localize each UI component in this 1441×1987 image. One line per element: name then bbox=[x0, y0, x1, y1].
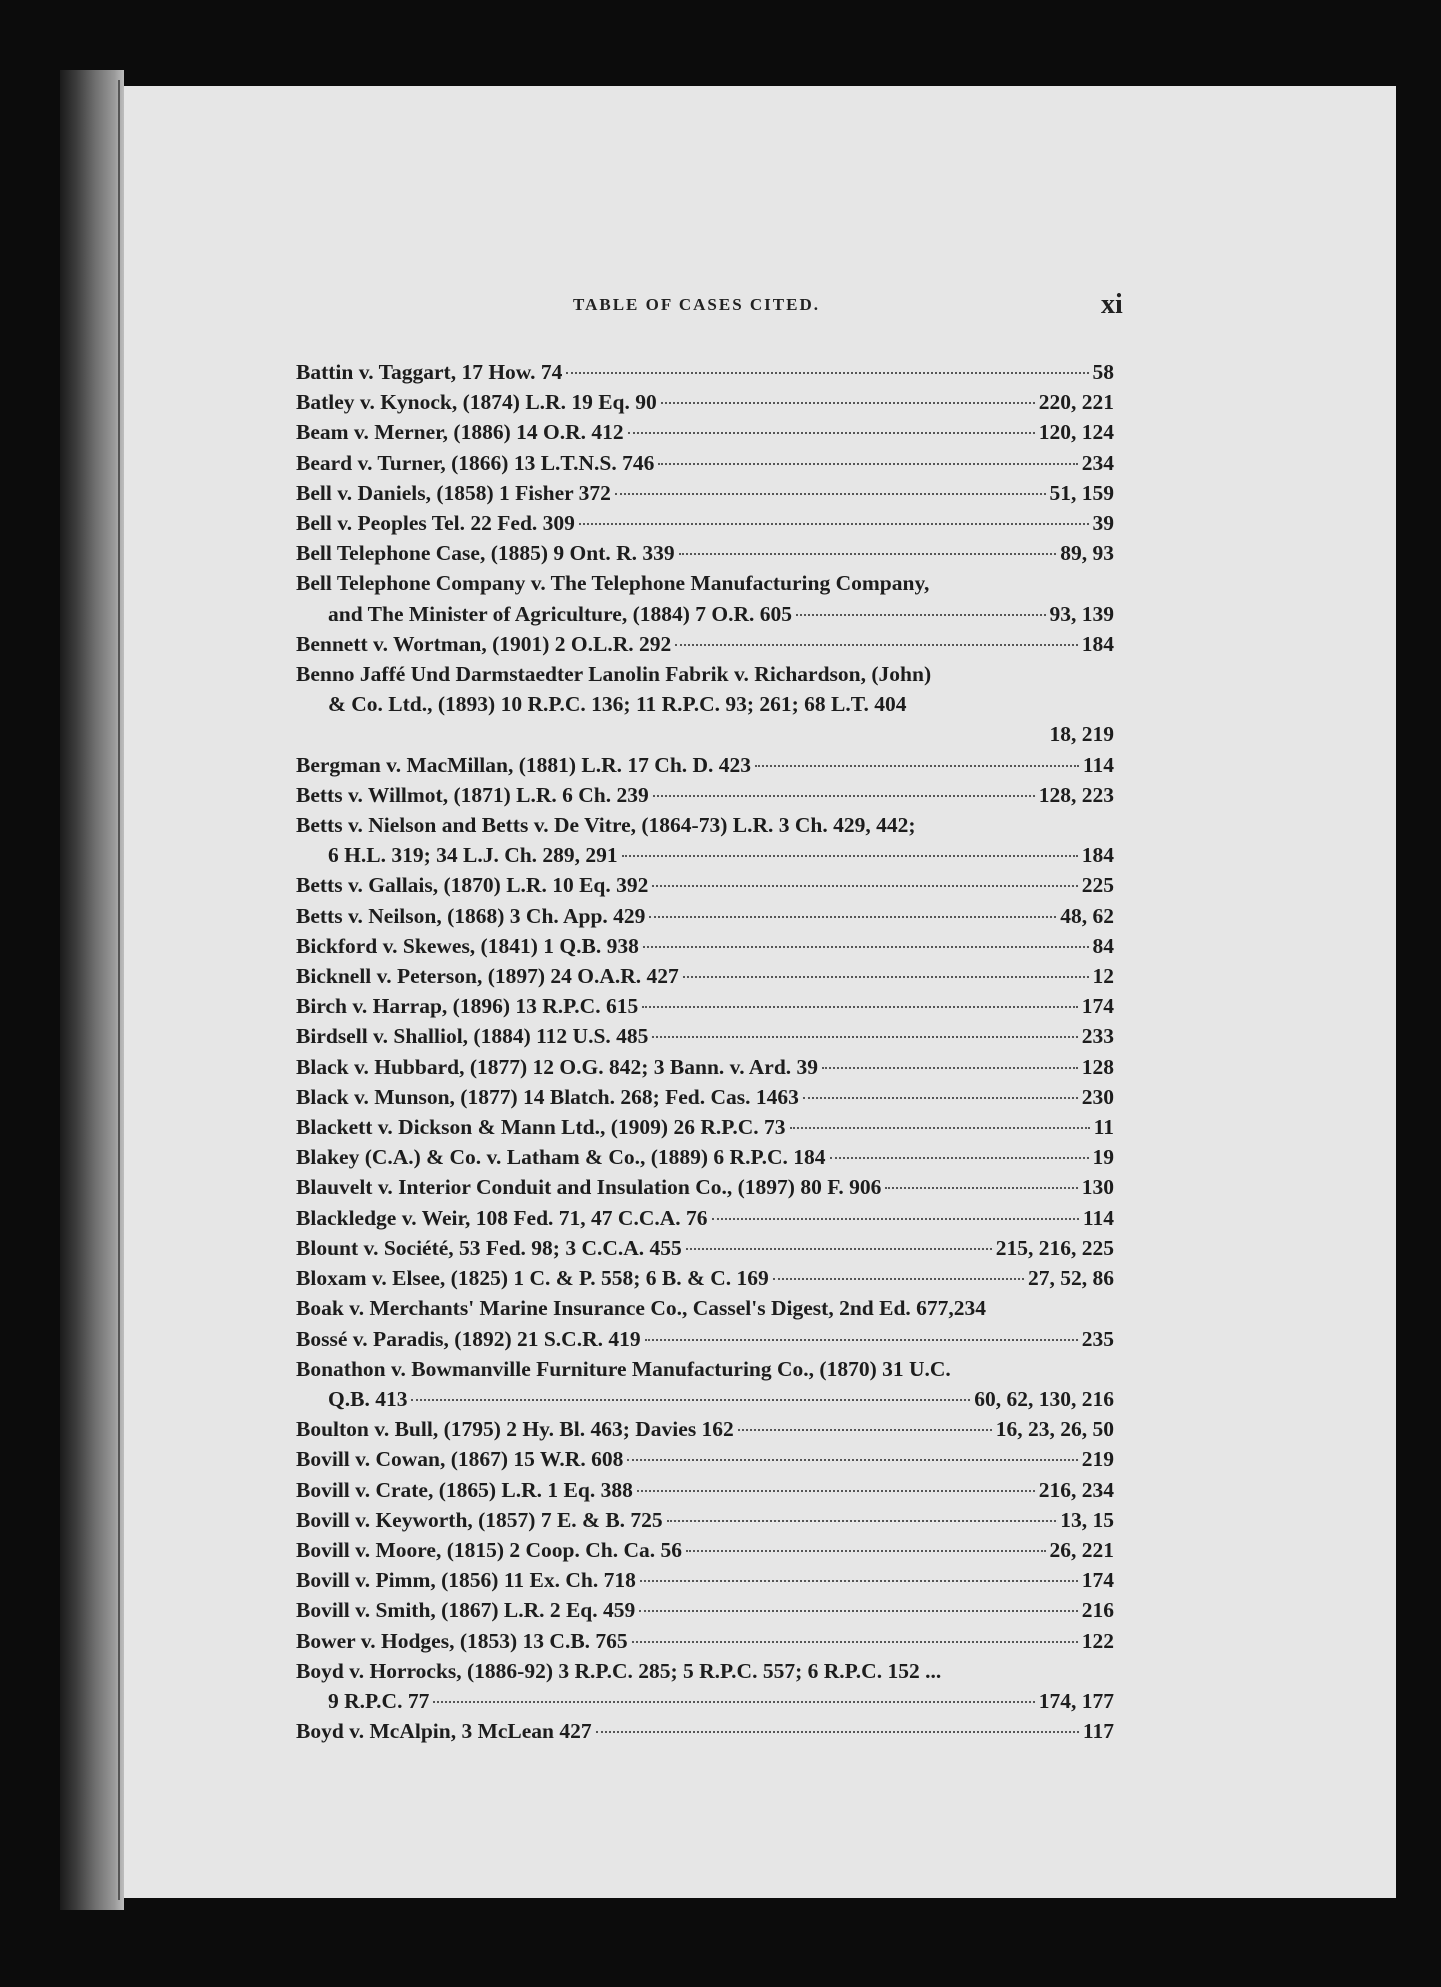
case-entry bbox=[296, 1203, 1114, 1233]
page-references: 13, 15 bbox=[1060, 1507, 1114, 1532]
page-references: 11 bbox=[1093, 1115, 1114, 1140]
case-citation: Bell Telephone Company v. The Telephone Manufacturing Company, bbox=[296, 571, 930, 596]
case-citation: Bovill v. Pimm, (1856) 11 Ex. Ch. 718 bbox=[296, 1568, 636, 1593]
case-entry bbox=[296, 659, 1114, 750]
dot-leader bbox=[652, 885, 1077, 887]
case-entry bbox=[296, 1233, 1114, 1263]
page-references: 60, 62, 130, 216 bbox=[974, 1386, 1114, 1411]
case-line bbox=[296, 1233, 1114, 1263]
case-entry bbox=[296, 991, 1114, 1021]
dot-leader bbox=[686, 1248, 992, 1250]
case-line bbox=[296, 840, 1114, 870]
case-line bbox=[296, 1475, 1114, 1505]
dot-leader bbox=[643, 946, 1089, 948]
page-references: 174 bbox=[1081, 1568, 1114, 1593]
case-entry bbox=[296, 1172, 1114, 1202]
case-citation: Bicknell v. Peterson, (1897) 24 O.A.R. 427 bbox=[296, 964, 679, 989]
case-line bbox=[296, 1082, 1114, 1112]
case-entry bbox=[296, 387, 1114, 417]
dot-leader bbox=[658, 463, 1077, 465]
page-references: 128 bbox=[1081, 1054, 1114, 1079]
running-title: TABLE OF CASES CITED. bbox=[573, 295, 820, 314]
dot-leader bbox=[683, 976, 1089, 978]
case-line bbox=[296, 1414, 1114, 1444]
case-citation: Batley v. Kynock, (1874) L.R. 19 Eq. 90 bbox=[296, 390, 657, 415]
page-references: 48, 62 bbox=[1060, 903, 1114, 928]
dot-leader bbox=[627, 1459, 1077, 1461]
case-line bbox=[296, 478, 1114, 508]
case-citation: Boyd v. Horrocks, (1886-92) 3 R.P.C. 285; 5 R.P.C. 557; 6 R.P.C. 152 ... bbox=[296, 1658, 942, 1683]
case-line bbox=[296, 1686, 1114, 1716]
case-line bbox=[296, 991, 1114, 1021]
dot-leader bbox=[596, 1731, 1079, 1733]
page-references: 130 bbox=[1081, 1175, 1114, 1200]
case-line bbox=[296, 508, 1114, 538]
case-line bbox=[296, 629, 1114, 659]
dot-leader bbox=[796, 614, 1045, 616]
case-line bbox=[296, 1263, 1114, 1293]
dot-leader bbox=[652, 1036, 1077, 1038]
page-header bbox=[0, 289, 1441, 323]
case-entry bbox=[296, 1324, 1114, 1354]
case-citation: Betts v. Neilson, (1868) 3 Ch. App. 429 bbox=[296, 903, 646, 928]
dot-leader bbox=[675, 644, 1077, 646]
dot-leader bbox=[803, 1097, 1078, 1099]
case-citation: Bergman v. MacMillan, (1881) L.R. 17 Ch. D. 423 bbox=[296, 752, 752, 777]
case-entry bbox=[296, 357, 1114, 387]
page-references: 58 bbox=[1092, 360, 1114, 384]
case-entry bbox=[296, 1626, 1114, 1656]
case-citation: and The Minister of Agriculture, (1884) 7 O.R. 605 bbox=[328, 601, 793, 626]
case-line bbox=[296, 599, 1114, 629]
dot-leader bbox=[566, 372, 1088, 374]
case-line bbox=[296, 1172, 1114, 1202]
page-references: 234 bbox=[1081, 450, 1114, 475]
case-entry bbox=[296, 810, 1114, 870]
case-line bbox=[296, 719, 1114, 749]
page-number: xi bbox=[1101, 289, 1123, 320]
case-entry bbox=[296, 1112, 1114, 1142]
case-line bbox=[296, 1293, 1114, 1323]
case-citation: Blackledge v. Weir, 108 Fed. 71, 47 C.C.A. 76 bbox=[296, 1205, 708, 1230]
case-line bbox=[296, 448, 1114, 478]
page-references: 220, 221 bbox=[1038, 390, 1114, 415]
case-entry bbox=[296, 780, 1114, 810]
case-line bbox=[296, 387, 1114, 417]
case-entry bbox=[296, 870, 1114, 900]
case-line bbox=[296, 1142, 1114, 1172]
case-citation: Blount v. Société, 53 Fed. 98; 3 C.C.A. 455 bbox=[296, 1235, 682, 1260]
book-spine bbox=[60, 70, 124, 1910]
dot-leader bbox=[755, 765, 1079, 767]
page-references: 184 bbox=[1081, 631, 1114, 656]
dot-leader bbox=[686, 1550, 1045, 1552]
case-line bbox=[296, 810, 1114, 840]
case-citation: Birch v. Harrap, (1896) 13 R.P.C. 615 bbox=[296, 994, 639, 1019]
dot-leader bbox=[639, 1610, 1077, 1612]
dot-leader bbox=[637, 1490, 1035, 1492]
page-references: 117 bbox=[1082, 1719, 1114, 1744]
case-citation: 6 H.L. 319; 34 L.J. Ch. 289, 291 bbox=[328, 843, 618, 868]
case-citation: Q.B. 413 bbox=[328, 1386, 408, 1411]
case-entry bbox=[296, 1595, 1114, 1625]
dot-leader bbox=[822, 1067, 1078, 1069]
case-entry bbox=[296, 538, 1114, 568]
dot-leader bbox=[615, 493, 1046, 495]
case-citation: Boulton v. Bull, (1795) 2 Hy. Bl. 463; Davies 162 bbox=[296, 1417, 734, 1442]
case-citation: Black v. Munson, (1877) 14 Blatch. 268; Fed. Cas. 1463 bbox=[296, 1084, 799, 1109]
case-citation: Benno Jaffé Und Darmstaedter Lanolin Fabrik v. Richardson, (John) bbox=[296, 662, 932, 687]
case-entry bbox=[296, 1656, 1114, 1716]
case-entry bbox=[296, 1716, 1114, 1746]
case-citation: Bell v. Peoples Tel. 22 Fed. 309 bbox=[296, 511, 575, 536]
dot-leader bbox=[885, 1187, 1077, 1189]
page-references: 120, 124 bbox=[1038, 420, 1114, 445]
case-entry bbox=[296, 508, 1114, 538]
page-references: 26, 221 bbox=[1049, 1537, 1114, 1562]
case-entry bbox=[296, 448, 1114, 478]
case-line bbox=[296, 870, 1114, 900]
spine-edge bbox=[118, 80, 120, 1900]
case-citation: Beard v. Turner, (1866) 13 L.T.N.S. 746 bbox=[296, 450, 655, 475]
dot-leader bbox=[773, 1278, 1024, 1280]
page-references: 16, 23, 26, 50 bbox=[995, 1417, 1114, 1442]
case-citation: Bovill v. Crate, (1865) L.R. 1 Eq. 388 bbox=[296, 1477, 633, 1502]
page-references: 27, 52, 86 bbox=[1028, 1266, 1114, 1291]
case-line bbox=[296, 1052, 1114, 1082]
case-citation: Beam v. Merner, (1886) 14 O.R. 412 bbox=[296, 420, 624, 445]
dot-leader bbox=[738, 1429, 992, 1431]
page-references: 51, 159 bbox=[1049, 480, 1114, 505]
case-citation: 9 R.P.C. 77 bbox=[328, 1688, 430, 1713]
case-citation: Boyd v. McAlpin, 3 McLean 427 bbox=[296, 1719, 592, 1744]
page-references: 230 bbox=[1081, 1084, 1114, 1109]
case-citation: Bell Telephone Case, (1885) 9 Ont. R. 339 bbox=[296, 541, 675, 566]
case-line bbox=[296, 538, 1114, 568]
case-line bbox=[296, 1112, 1114, 1142]
case-line bbox=[296, 1444, 1114, 1474]
dot-leader bbox=[653, 795, 1035, 797]
page-references: 19 bbox=[1092, 1145, 1114, 1170]
case-citation: Blakey (C.A.) & Co. v. Latham & Co., (1889) 6 R.P.C. 184 bbox=[296, 1145, 826, 1170]
case-citation: Bickford v. Skewes, (1841) 1 Q.B. 938 bbox=[296, 933, 639, 958]
case-citation: Bonathon v. Bowmanville Furniture Manufacturing Co., (1870) 31 U.C. bbox=[296, 1356, 951, 1381]
dot-leader bbox=[790, 1127, 1090, 1129]
case-line bbox=[296, 689, 1114, 719]
page-references: 216 bbox=[1081, 1598, 1114, 1623]
case-entry bbox=[296, 1021, 1114, 1051]
case-citation: Bossé v. Paradis, (1892) 21 S.C.R. 419 bbox=[296, 1326, 641, 1351]
case-citation: Betts v. Willmot, (1871) L.R. 6 Ch. 239 bbox=[296, 782, 649, 807]
case-line bbox=[296, 417, 1114, 447]
page-references: 18, 219 bbox=[1049, 722, 1114, 747]
case-line bbox=[296, 568, 1114, 598]
dot-leader bbox=[628, 432, 1035, 434]
case-line bbox=[296, 1203, 1114, 1233]
dot-leader bbox=[830, 1157, 1089, 1159]
case-line bbox=[296, 1021, 1114, 1051]
case-citation: & Co. Ltd., (1893) 10 R.P.C. 136; 11 R.P.C. 93; 261; 68 L.T. 404 bbox=[328, 692, 907, 717]
case-entry bbox=[296, 417, 1114, 447]
case-entry bbox=[296, 1475, 1114, 1505]
case-line bbox=[296, 1626, 1114, 1656]
page-references: 225 bbox=[1081, 873, 1114, 898]
case-line bbox=[296, 931, 1114, 961]
page-references: 122 bbox=[1081, 1628, 1114, 1653]
case-entry bbox=[296, 1052, 1114, 1082]
dot-leader bbox=[679, 553, 1057, 555]
page-references: 39 bbox=[1092, 511, 1114, 536]
case-citation: Bennett v. Wortman, (1901) 2 O.L.R. 292 bbox=[296, 631, 672, 656]
case-entry bbox=[296, 568, 1114, 628]
dot-leader bbox=[622, 855, 1078, 857]
case-entry bbox=[296, 1535, 1114, 1565]
case-line bbox=[296, 1505, 1114, 1535]
dot-leader bbox=[640, 1580, 1078, 1582]
dot-leader bbox=[645, 1339, 1078, 1341]
case-citation: Blackett v. Dickson & Mann Ltd., (1909) 26 R.P.C. 73 bbox=[296, 1115, 786, 1140]
page-references: 128, 223 bbox=[1038, 782, 1114, 807]
case-line bbox=[296, 1324, 1114, 1354]
case-line bbox=[296, 750, 1114, 780]
dot-leader bbox=[642, 1006, 1078, 1008]
case-line bbox=[296, 1716, 1114, 1746]
dot-leader bbox=[661, 402, 1035, 404]
case-entry bbox=[296, 750, 1114, 780]
case-citation: Bovill v. Cowan, (1867) 15 W.R. 608 bbox=[296, 1447, 624, 1472]
case-citation: Boak v. Merchants' Marine Insurance Co., Cassel's Digest, 2nd Ed. 677,234 bbox=[296, 1296, 987, 1321]
page-references: 174 bbox=[1081, 994, 1114, 1019]
case-line bbox=[296, 1535, 1114, 1565]
case-entry bbox=[296, 1082, 1114, 1112]
dot-leader bbox=[411, 1399, 970, 1401]
page-references: 84 bbox=[1092, 933, 1114, 958]
case-entry bbox=[296, 931, 1114, 961]
page-references: 12 bbox=[1092, 964, 1114, 989]
case-line bbox=[296, 1565, 1114, 1595]
case-entry bbox=[296, 629, 1114, 659]
page-references: 89, 93 bbox=[1060, 541, 1114, 566]
case-line bbox=[296, 357, 1114, 387]
case-entry bbox=[296, 901, 1114, 931]
case-entry bbox=[296, 1414, 1114, 1444]
page-references: 174, 177 bbox=[1038, 1688, 1114, 1713]
case-line bbox=[296, 1384, 1114, 1414]
page-references: 235 bbox=[1081, 1326, 1114, 1351]
page-references: 216, 234 bbox=[1038, 1477, 1114, 1502]
case-line bbox=[296, 1595, 1114, 1625]
case-citation: Bell v. Daniels, (1858) 1 Fisher 372 bbox=[296, 480, 611, 505]
page-references: 114 bbox=[1082, 752, 1114, 777]
case-citation: Bovill v. Smith, (1867) L.R. 2 Eq. 459 bbox=[296, 1598, 636, 1623]
dot-leader bbox=[433, 1701, 1034, 1703]
case-entry bbox=[296, 1505, 1114, 1535]
page-references: 219 bbox=[1081, 1447, 1114, 1472]
case-citation: Bower v. Hodges, (1853) 13 C.B. 765 bbox=[296, 1628, 628, 1653]
case-citation: Bovill v. Moore, (1815) 2 Coop. Ch. Ca. 56 bbox=[296, 1537, 683, 1562]
case-citation: Betts v. Gallais, (1870) L.R. 10 Eq. 392 bbox=[296, 873, 649, 898]
case-citation: Bovill v. Keyworth, (1857) 7 E. & B. 725 bbox=[296, 1507, 663, 1532]
dot-leader bbox=[632, 1641, 1078, 1643]
case-list bbox=[296, 357, 1114, 1746]
page-references: 184 bbox=[1081, 843, 1114, 868]
case-entry bbox=[296, 1293, 1114, 1323]
case-line bbox=[296, 901, 1114, 931]
case-entry bbox=[296, 1444, 1114, 1474]
page-references: 215, 216, 225 bbox=[995, 1235, 1114, 1260]
case-entry bbox=[296, 961, 1114, 991]
case-line bbox=[296, 1354, 1114, 1384]
case-citation: Bloxam v. Elsee, (1825) 1 C. & P. 558; 6 B. & C. 169 bbox=[296, 1266, 769, 1291]
dot-leader bbox=[667, 1520, 1057, 1522]
case-citation: Black v. Hubbard, (1877) 12 O.G. 842; 3 Bann. v. Ard. 39 bbox=[296, 1054, 819, 1079]
case-line bbox=[296, 780, 1114, 810]
case-entry bbox=[296, 1565, 1114, 1595]
page-references: 114 bbox=[1082, 1205, 1114, 1230]
case-line bbox=[296, 961, 1114, 991]
dot-leader bbox=[712, 1218, 1079, 1220]
dot-leader bbox=[579, 523, 1089, 525]
case-entry bbox=[296, 1263, 1114, 1293]
page-references: 233 bbox=[1081, 1024, 1114, 1049]
case-entry bbox=[296, 1354, 1114, 1414]
case-entry bbox=[296, 1142, 1114, 1172]
case-line bbox=[296, 659, 1114, 689]
page-references: 93, 139 bbox=[1049, 601, 1114, 626]
case-citation: Birdsell v. Shalliol, (1884) 112 U.S. 485 bbox=[296, 1024, 649, 1049]
case-citation: Battin v. Taggart, 17 How. 74 bbox=[296, 360, 563, 384]
case-line bbox=[296, 1656, 1114, 1686]
case-entry bbox=[296, 478, 1114, 508]
dot-leader bbox=[649, 916, 1056, 918]
case-citation: Betts v. Nielson and Betts v. De Vitre, (1864-73) L.R. 3 Ch. 429, 442; bbox=[296, 813, 916, 838]
case-citation: Blauvelt v. Interior Conduit and Insulation Co., (1897) 80 F. 906 bbox=[296, 1175, 882, 1200]
